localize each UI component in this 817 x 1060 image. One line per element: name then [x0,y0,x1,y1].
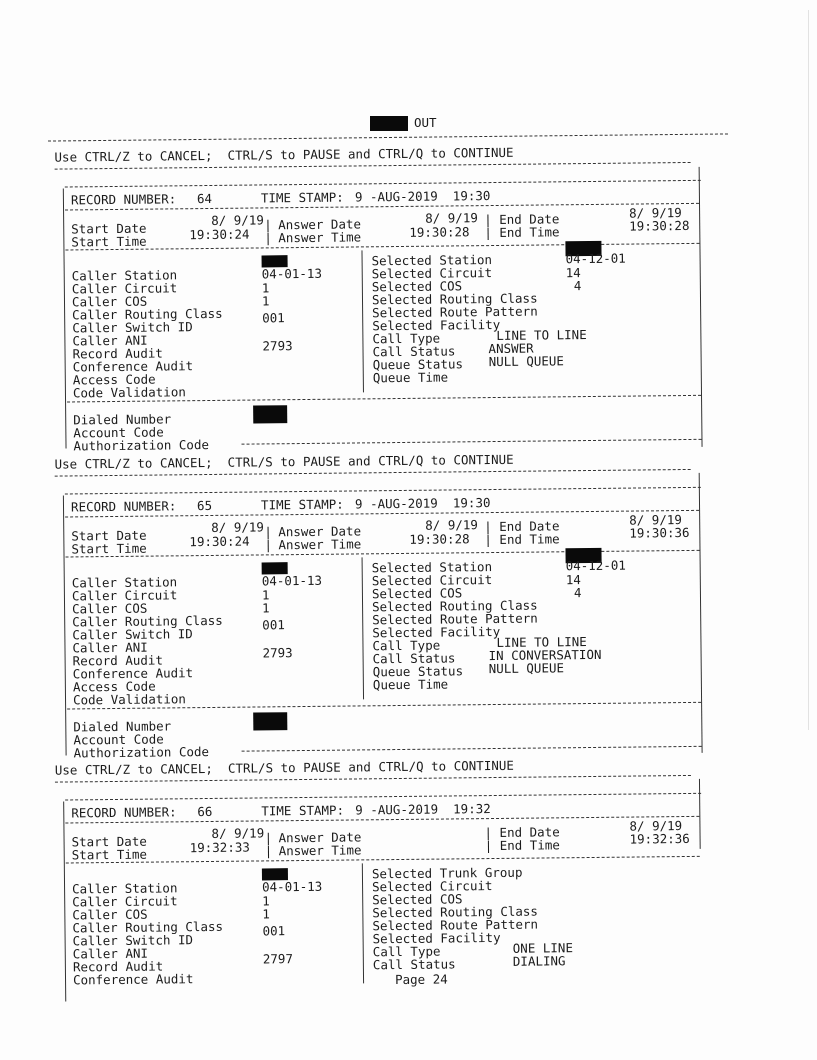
caller-routing-class-label: Caller Routing Class [72,305,223,323]
selected-circuit-label: Selected Circuit [371,878,493,895]
caller-station-value: 04-01-13 [261,572,323,589]
instruction-text: Use CTRL/Z to CANCEL; CTRL/S to PAUSE and CTRL/Q to CONTINUE [54,757,514,778]
answer-time-value: 19:30:28 [409,531,470,547]
call-type-label: Call Type [372,943,441,960]
selected-facility-label: Selected Facility [372,623,501,641]
caller-ani-value: 2793 [262,338,293,354]
caller-switch-id-value: 001 [262,310,285,326]
answer-date-label: Answer Date [278,216,362,233]
end-date-value: 8/ 9/19 [629,512,682,528]
separator: | [484,532,492,548]
caller-switch-id-label: Caller Switch ID [72,319,193,336]
end-time-label: End Time [499,224,560,240]
call-status-value: IN CONVERSATION [488,646,602,664]
header-title: OUT [414,115,437,130]
column-divider [362,863,364,983]
selected-routing-class-label: Selected Routing Class [371,290,538,308]
caller-ani-label: Caller ANI [72,332,148,349]
record-number-value: 65 [196,497,213,514]
caller-ani-value: 2793 [262,645,293,661]
caller-station-label: Caller Station [71,880,178,897]
queue-status-value: NULL QUEUE [488,660,565,677]
selected-circuit-label: Selected Circuit [371,265,493,282]
left-border [63,802,66,1002]
separator: | [484,519,492,535]
time-stamp-label: TIME STAMP: [260,496,344,513]
separator: | [264,537,273,553]
dialed-number-label: Dialed Number [73,411,172,428]
selected-station-value: 04-12-01 [565,557,626,574]
end-time-label: End Time [499,531,560,547]
instruction-text: Use CTRL/Z to CANCEL; CTRL/S to PAUSE and CTRL/Q to CONTINUE [54,451,514,472]
caller-cos-value: 1 [262,906,270,922]
caller-station-value: 04-01-13 [261,265,323,282]
account-code-label: Account Code [73,424,164,441]
record-audit-label: Record Audit [72,345,163,362]
record-number-label: RECORD NUMBER: [70,498,177,515]
caller-cos-label: Caller COS [71,600,148,617]
selected-cos-label: Selected COS [372,891,463,908]
start-time-value: 19:30:24 [189,226,250,243]
end-time-value: 19:30:36 [629,524,690,541]
separator: | [484,838,493,854]
answer-time-value: 19:30:28 [409,224,470,240]
selected-station-value: 04-12-01 [565,250,626,267]
selected-circuit-value: 14 [565,265,581,281]
selected-route-pattern-label: Selected Route Pattern [372,303,538,321]
separator: | [264,843,273,859]
record-number-value: 66 [197,803,213,820]
answer-date-label: Answer Date [278,523,362,540]
separator: | [264,217,272,233]
selected-routing-class-label: Selected Routing Class [372,903,538,921]
caller-station-label: Caller Station [71,267,178,284]
selected-route-pattern-label: Selected Route Pattern [372,916,539,934]
end-date-label: End Date [499,211,560,227]
queue-time-label: Queue Time [372,676,449,693]
time-stamp-label: TIME STAMP: [260,189,344,206]
start-date-value: 8/ 9/19 [211,519,264,535]
caller-switch-id-label: Caller Switch ID [72,626,193,643]
end-date-value: 8/ 9/19 [629,818,683,834]
caller-switch-id-value: 001 [262,617,285,633]
queue-status-label: Queue Status [372,663,464,680]
caller-ani-label: Caller ANI [72,639,148,656]
caller-circuit-label: Caller Circuit [72,893,178,910]
time-stamp-value: 9 -AUG-2019 19:32 [355,801,491,818]
record-audit-label: Record Audit [72,958,164,975]
answer-time-label: Answer Time [278,842,362,859]
answer-time-label: Answer Time [278,536,362,553]
end-date-value: 8/ 9/19 [629,205,682,221]
page-number: Page 24 [394,971,448,988]
record-audit-label: Record Audit [72,652,164,669]
access-code-label: Access Code [72,371,156,388]
access-code-label: Access Code [72,678,156,695]
end-time-label: End Time [499,837,560,853]
caller-station-value: 04-01-13 [261,878,323,895]
call-type-value: ONE LINE [512,940,574,956]
record-number-label: RECORD NUMBER: [71,804,177,821]
selected-routing-class-label: Selected Routing Class [371,597,538,615]
conference-audit-label: Conference Audit [72,665,194,682]
separator: | [484,825,493,841]
end-time-value: 19:32:36 [629,830,690,847]
instruction-text: Use CTRL/Z to CANCEL; CTRL/S to PAUSE and CTRL/Q to CONTINUE [54,144,514,165]
authorization-code-label: Authorization Code [73,744,210,761]
separator: | [264,524,272,540]
code-validation-label: Code Validation [72,691,186,708]
record-number-label: RECORD NUMBER: [70,191,177,208]
answer-date-value: 8/ 9/19 [425,210,478,226]
answer-date-label: Answer Date [278,829,362,846]
separator: | [484,212,492,228]
selected-cos-value: 4 [573,278,582,294]
start-date-value: 8/ 9/19 [211,212,264,228]
start-date-label: Start Date [71,220,147,237]
selected-route-pattern-label: Selected Route Pattern [372,610,538,628]
caller-routing-class-label: Caller Routing Class [72,612,223,630]
call-status-value: ANSWER [488,340,534,357]
answer-time-label: Answer Time [278,229,362,246]
end-date-label: End Date [499,824,560,840]
start-time-value: 19:30:24 [189,533,250,550]
dialed-number-label: Dialed Number [73,718,172,735]
start-time-label: Start Time [71,540,147,557]
caller-routing-class-label: Caller Routing Class [72,918,224,936]
conference-audit-label: Conference Audit [72,971,194,988]
start-time-label: Start Time [71,846,148,863]
caller-cos-value: 1 [261,293,270,309]
selected-trunk-group-label: Selected Trunk Group [371,864,523,882]
call-status-value: DIALING [512,953,566,969]
caller-switch-id-value: 001 [262,923,286,939]
selected-facility-label: Selected Facility [372,929,501,947]
record-number-value: 64 [196,190,213,207]
call-status-label: Call Status [372,650,456,667]
caller-ani-label: Caller ANI [72,945,149,962]
caller-station-label: Caller Station [71,574,178,591]
caller-ani-value: 2797 [262,951,294,967]
account-code-label: Account Code [73,731,164,748]
separator: | [484,225,492,241]
code-validation-label: Code Validation [72,384,186,401]
caller-circuit-value: 1 [262,893,270,909]
start-date-label: Start Date [71,527,147,544]
call-type-value: LINE TO LINE [496,634,587,650]
caller-circuit-label: Caller Circuit [71,587,178,604]
call-type-label: Call Type [372,637,441,654]
end-time-value: 19:30:28 [629,217,690,234]
authorization-code-label: Authorization Code [73,437,210,454]
caller-cos-label: Caller COS [72,906,148,923]
separator: | [264,230,272,246]
selected-station-label: Selected Station [371,559,493,576]
end-date-label: End Date [499,518,560,534]
queue-status-label: Queue Status [372,356,464,373]
start-time-label: Start Time [71,233,147,250]
selected-station-label: Selected Station [371,252,493,269]
caller-circuit-value: 1 [261,280,270,296]
caller-circuit-value: 1 [261,587,270,603]
selected-facility-label: Selected Facility [372,316,501,334]
selected-cos-label: Selected COS [371,278,463,295]
call-type-value: LINE TO LINE [496,327,587,343]
queue-time-label: Queue Time [372,369,449,386]
start-time-value: 19:32:33 [189,839,250,856]
selected-circuit-value: 14 [565,572,581,588]
start-date-label: Start Date [71,833,147,850]
call-status-label: Call Status [372,343,456,360]
conference-audit-label: Conference Audit [72,358,194,375]
caller-cos-value: 1 [261,600,270,616]
selected-circuit-label: Selected Circuit [371,572,493,589]
separator: | [264,830,273,846]
start-date-value: 8/ 9/19 [211,825,265,841]
call-status-label: Call Status [372,956,456,973]
queue-status-value: NULL QUEUE [488,353,564,370]
call-type-label: Call Type [372,330,441,347]
caller-cos-label: Caller COS [71,293,148,310]
time-stamp-value: 9 -AUG-2019 19:30 [354,495,491,512]
caller-switch-id-label: Caller Switch ID [72,932,194,949]
selected-cos-label: Selected COS [371,585,463,602]
time-stamp-value: 9 -AUG-2019 19:30 [354,188,491,205]
divider [66,856,700,864]
divider [65,793,701,801]
selected-cos-value: 4 [573,585,582,601]
caller-circuit-label: Caller Circuit [71,280,178,297]
right-border [699,779,701,849]
time-stamp-label: TIME STAMP: [261,802,345,819]
answer-date-value: 8/ 9/19 [425,517,478,533]
